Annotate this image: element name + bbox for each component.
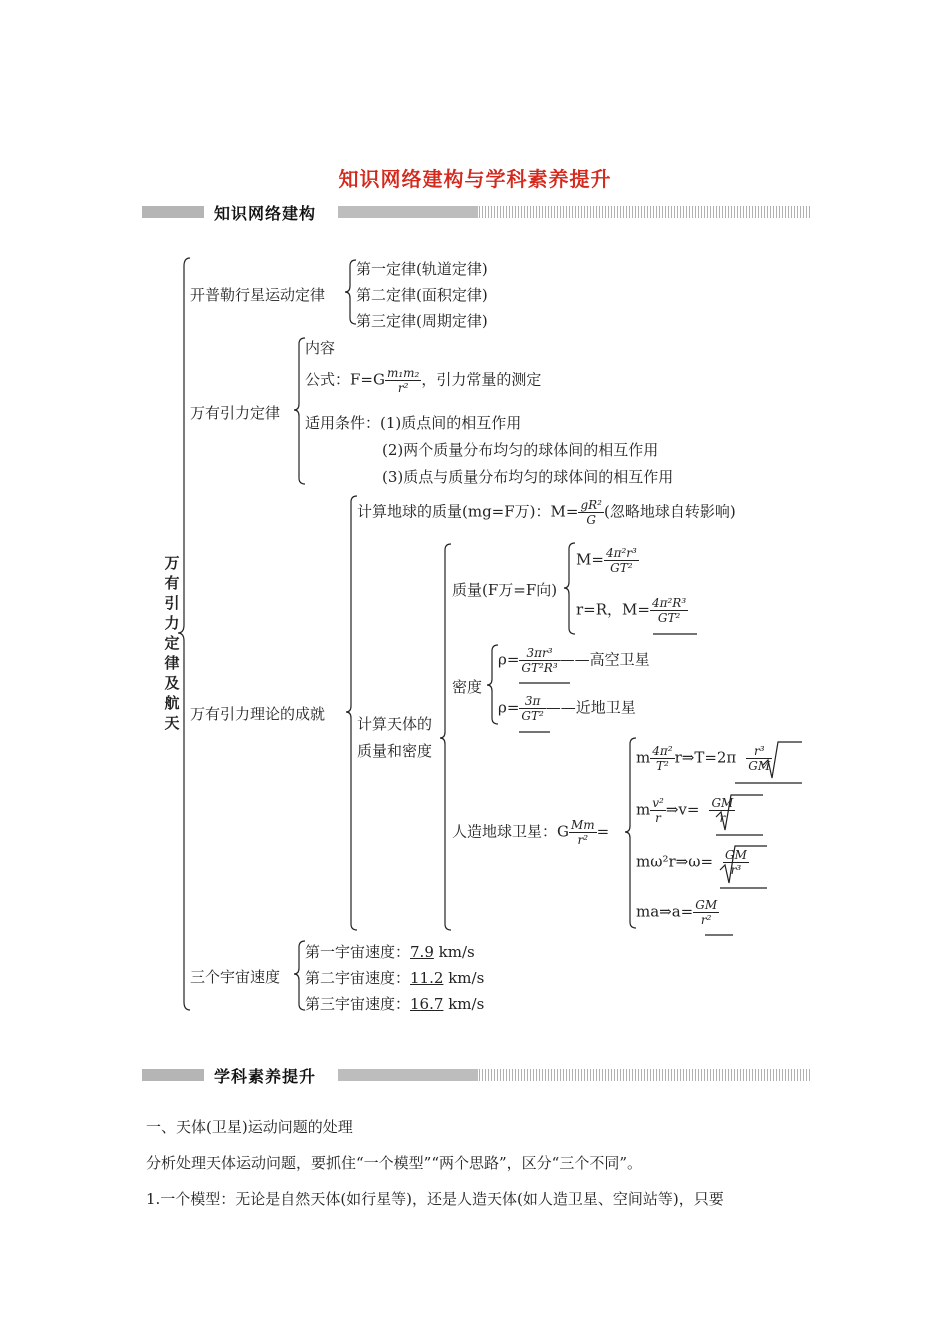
density-formula-2: ρ= $\frac{3\pi}{\text{GT²}}$ ——近地卫星 — [498, 694, 636, 723]
earth-mass-formula: 计算地球的质量(mg=F万)：M= $\frac{\text{gR²}}{G}$ (忽略地球自转影响) — [357, 498, 736, 527]
cosmic-label: 三个宇宙速度 — [190, 968, 281, 986]
cosmic-velocity-2: 第二宇宙速度：11.2 km/s — [305, 969, 485, 987]
gravitation-formula: 公式：F=G $\frac{\text{m₁m₂}}{\text{r²}}$ ，引力常量的测定 — [305, 366, 542, 395]
body-paragraph-2: 1.一个模型：无论是自然天体(如行星等)，还是人造天体(如人造卫星、空间站等)，只要 — [146, 1190, 724, 1208]
mind-map-root: 万有引力定律及航天 — [164, 554, 180, 732]
satellite-equation: 人造地球卫星：G $\frac{Mm}{\text{r²}}$ = — [452, 818, 610, 847]
body-paragraph-1: 分析处理天体运动问题，要抓住“一个模型”“两个思路”，区分“三个不同”。 — [146, 1154, 643, 1172]
satellite-acceleration-formula: ma⇒a= $\frac{GM}{\text{r²}}$ — [636, 898, 718, 927]
kepler-law-3: 第三定律(周期定律) — [356, 312, 488, 330]
satellite-period-formula: m $\frac{\text{4π²}}{\text{T²}}$ r⇒T=2π $\frac{\text{r³}}{GM}$ — [636, 744, 771, 773]
condition-row-2: (2)两个质量分布均匀的球体间的相互作用 — [382, 441, 659, 459]
density-label: 密度 — [452, 678, 483, 696]
celestial-label-2: 质量和密度 — [357, 742, 433, 760]
satellite-angular-formula: mω²r⇒ω= $\frac{GM}{\text{r³}}$ — [636, 848, 747, 877]
cosmic-velocity-3: 第三宇宙速度：16.7 km/s — [305, 995, 485, 1013]
page-title: 知识网络建构与学科素养提升 — [338, 167, 612, 191]
kepler-label: 开普勒行星运动定律 — [190, 286, 326, 304]
kepler-law-2: 第二定律(面积定律) — [356, 286, 488, 304]
density-formula-1: ρ= $\frac{\text{3πr³}}{\text{GT²R³}}$ ——高空卫星 — [498, 646, 650, 675]
condition-row-3: (3)质点与质量分布均匀的球体间的相互作用 — [382, 468, 674, 486]
cosmic-velocity-1: 第一宇宙速度：7.9 km/s — [305, 943, 475, 961]
achievement-label: 万有引力理论的成就 — [190, 705, 326, 723]
satellite-velocity-formula: m $\frac{\text{v²}}{r}$ ⇒v= $\frac{GM}{r}$ — [636, 796, 734, 825]
body-heading: 一、天体(卫星)运动问题的处理 — [146, 1118, 353, 1136]
gravitation-label: 万有引力定律 — [190, 404, 281, 422]
section-title: 学科素养提升 — [214, 1067, 317, 1086]
celestial-label-1: 计算天体的 — [357, 715, 433, 733]
mass-label: 质量(F万=F向) — [452, 581, 558, 599]
section-header-literacy — [142, 1064, 812, 1086]
kepler-law-1: 第一定律(轨道定律) — [356, 260, 488, 278]
mass-formula-1: M= $\frac{\text{4π²r³}}{\text{GT²}}$ — [576, 546, 637, 575]
gravitation-content: 内容 — [305, 339, 336, 357]
condition-row-1: 适用条件：(1)质点间的相互作用 — [305, 414, 522, 432]
section-title: 知识网络建构 — [214, 204, 317, 223]
mass-formula-2: r=R，M= $\frac{\text{4π²R³}}{\text{GT²}}$ — [576, 596, 687, 625]
